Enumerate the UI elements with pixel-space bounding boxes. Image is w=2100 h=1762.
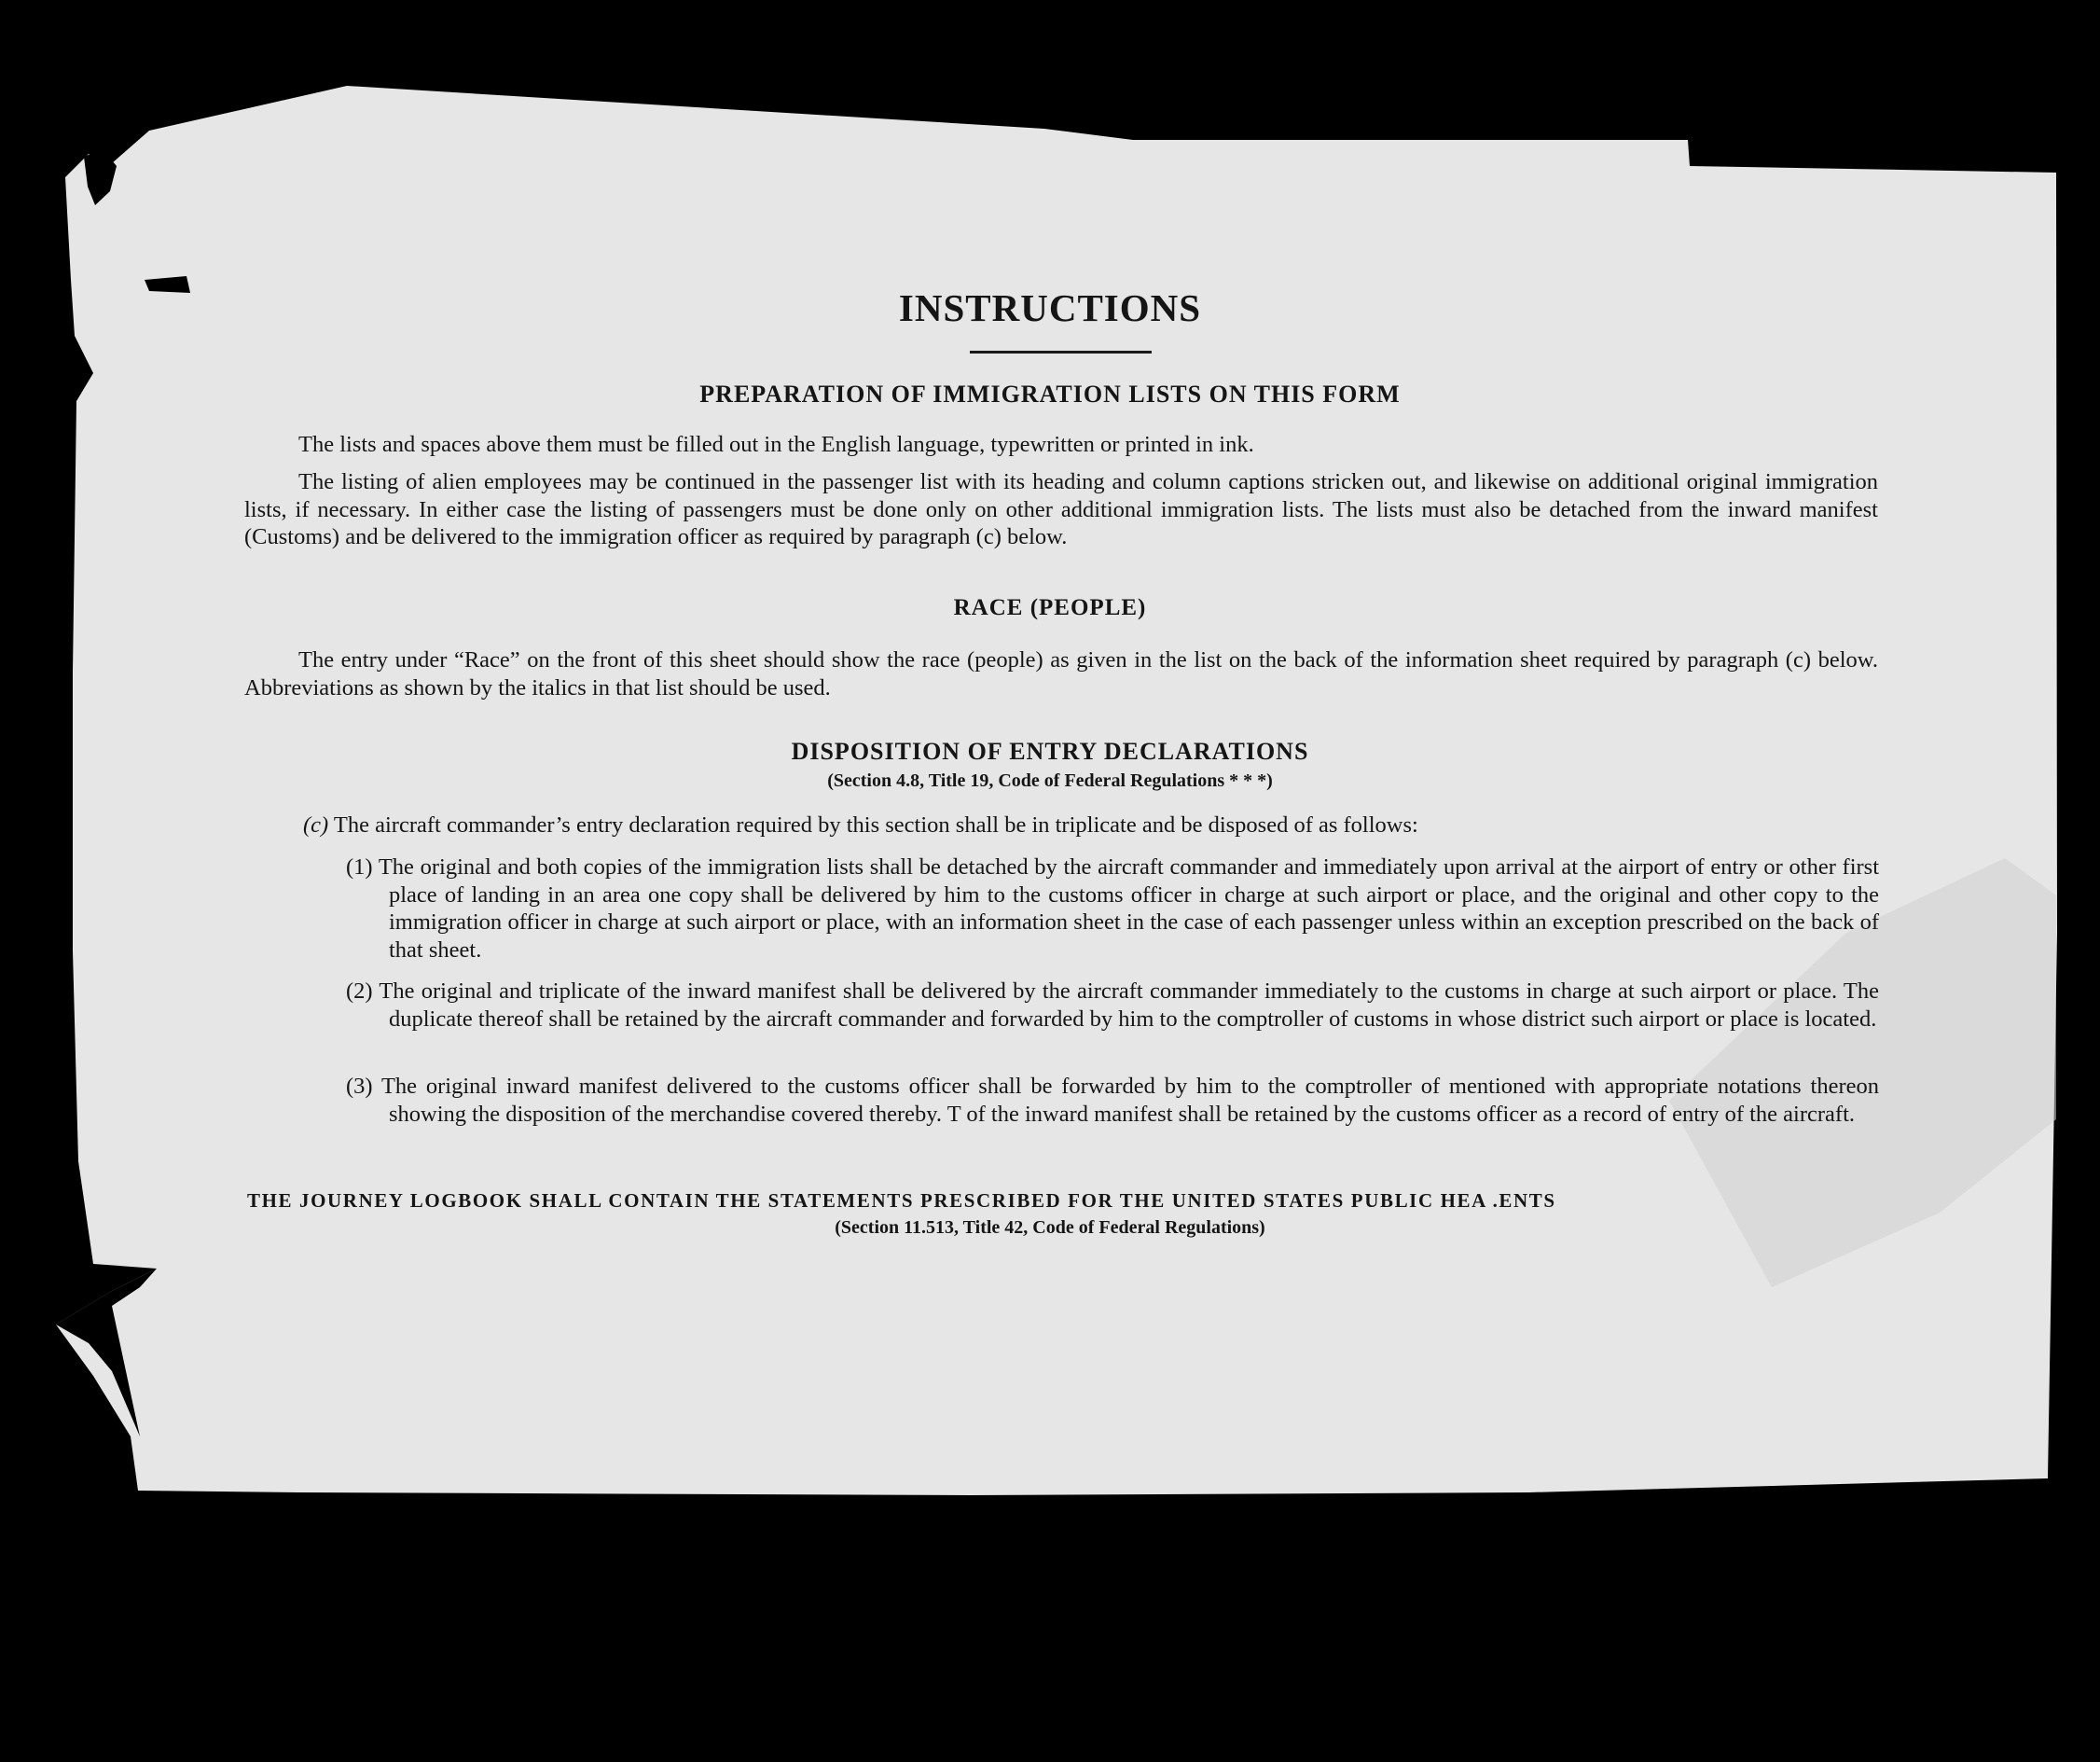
disposition-item-2 [319,978,1879,1033]
item-label: (3) [346,1074,373,1099]
page-title: INSTRUCTIONS [898,286,1202,329]
race-paragraph: The entry under “Race” on the front of this sheet should show the race (people) as given in the list on the back of the information sheet required by paragraph (c) below. Abbreviations as shown by the italics in that list should be used. [244,647,1878,701]
item-label: (2) [346,978,373,1004]
item-text: The original and triplicate of the inward manifest shall be delivered by the aircraft commander immediately to the customs in charge at such airport or place. The duplicate thereof shall be retained by the aircraft commander and forwarded by him to the comptroller of customs in whose district such airport or place is located. [379,978,1879,1032]
disposition-item-1 [319,853,1879,964]
item-text: The original and both copies of the immigration lists shall be detached by the aircraft commander and immediately upon arrival at the airport of entry or other first place of landing in an area one copy shall be delivered by him to the customs officer in charge at such airport or place, and the original and other copy to the immigration officer in charge at such airport or place, with an information sheet in the case of each passenger unless within an exception prescribed on the back of that sheet. [378,854,1880,963]
footer-statement: THE JOURNEY LOGBOOK SHALL CONTAIN THE STATEMENTS PRESCRIBED FOR THE UNITED STATES PUBLIC HEA .ENTS [247,1189,1556,1212]
intro-text: The aircraft commander’s entry declaration required by this section shall be in triplicate and be disposed of as follows: [333,812,1418,838]
disposition-subheading: (Section 4.8, Title 19, Code of Federal Regulations * * *) [827,770,1273,791]
preparation-heading: PREPARATION OF IMMIGRATION LISTS ON THIS FORM [699,381,1401,408]
item-text: The original inward manifest delivered to the customs officer shall be forwarded by him to the comptroller of mentioned with appropriate notations thereon showing the disposition of the merchandise covered thereby. T of the inward manifest shall be retained by the customs officer as a record of entry of the aircraft. [380,1074,1879,1127]
title-underline [970,351,1152,354]
intro-label: (c) [303,812,329,838]
disposition-intro [303,812,1888,839]
item-label: (1) [346,854,373,880]
disposition-item-3 [319,1073,1879,1128]
disposition-heading: DISPOSITION OF ENTRY DECLARATIONS [791,738,1309,765]
preparation-paragraph-1: The lists and spaces above them must be filled out in the English language, typewritten or printed in ink. [298,432,1254,457]
footer-subheading: (Section 11.513, Title 42, Code of Federal Regulations) [835,1217,1265,1238]
preparation-paragraph-2: The listing of alien employees may be continued in the passenger list with its heading and column captions stricken out, and likewise on additional original immigration lists, if necessary. In either case the listing of passengers must be done only on other additional immigration lists. The lists must also be detached from the inward manifest (Customs) and be delivered to the immigration officer as required by paragraph (c) below. [244,469,1878,549]
race-heading: RACE (PEOPLE) [953,595,1147,620]
